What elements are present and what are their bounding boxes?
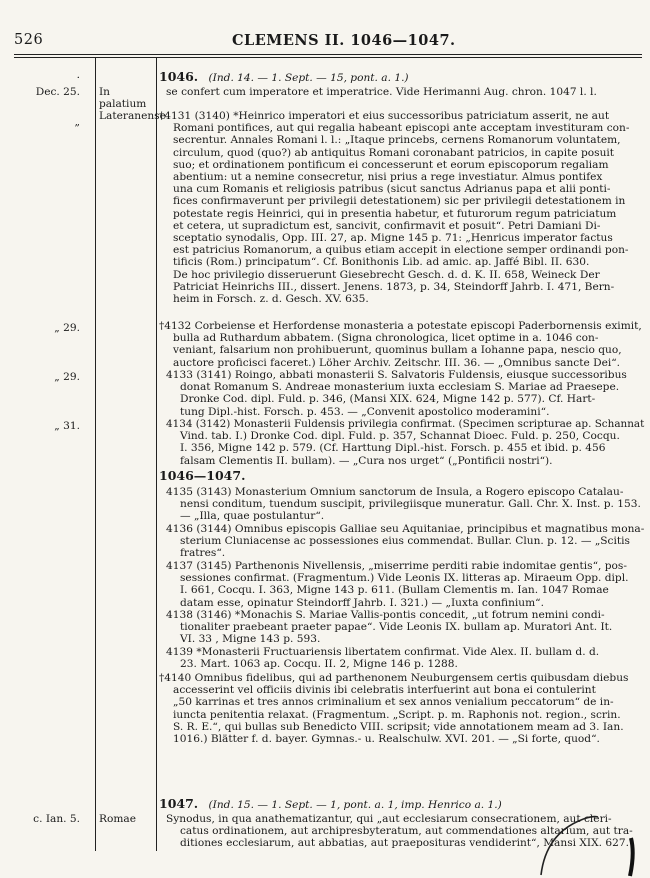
section-year: 1047.: [159, 796, 199, 811]
entry-line: 4133 (3141) Roingo, abbati monasterii S. Salvatoris Fuldensis, eiusque successoribus: [166, 369, 627, 381]
section-note: (Ind. 15. — 1. Sept. — 1, pont. a. 1, imp. Henrico a. 1.): [208, 799, 502, 811]
entry-line: Patriciat Heinrichs III., dissert. Jenens. 1873, p. 34, Steindorff Jahrb. I. 471, Bern-: [173, 280, 615, 293]
entry-line: accesserint vel officiis divinis ibi celebratis interfuerint aut bona ei contulerint: [173, 684, 596, 697]
entry-line: 1016.) Blätter f. d. bayer. Gymnas.- u. Realschulw. XVI. 201. — „Si forte, quod“.: [173, 733, 600, 746]
entry-line: „50 karrinas et tres annos criminalium et sex annos venialium peccatorum“ de in-: [173, 696, 614, 709]
entry-line: 4139 *Monasterii Fructuariensis libertatem confirmat. Vide Alex. II. bullam d. d.: [166, 646, 600, 658]
entry-line: fratres“.: [180, 547, 226, 560]
entry-line: tificis (Rom.) principatum“. Cf. Bonithonis Lib. ad amic. ap. Jaffé Bibl. II. 630.: [173, 256, 590, 269]
margin-date: c. Ian. 5.: [33, 813, 80, 825]
regest-entry: [166, 369, 627, 418]
regest-entry: [166, 560, 628, 609]
section-heading: [159, 468, 245, 483]
margin-date: ·: [76, 72, 80, 84]
entry-line: nensi conditum, tuendum suscipit, privilegiisque muneratur. Gall. Chr. X. Inst. p. 153.: [180, 498, 641, 511]
margin-date: „: [74, 116, 80, 128]
entry-line: ditiones ecclesiarum, aut abbatias, aut praeposituras vendiderint“, Mansi XIX. 627.: [180, 837, 629, 850]
entry-line: 4134 (3142) Monasterii Fuldensis privilegia confirmat. (Specimen scripturae ap. Schannat: [166, 418, 645, 430]
entry-line: sessiones confirmat. (Fragmentum.) Vide Leonis IX. litteras ap. Miraeum Opp. dipl.: [180, 572, 629, 585]
margin-date: „ 29.: [54, 371, 80, 383]
entry-line: sceptatio synodalis, Opp. III. 27, ap. Migne 145 p. 71: „Henricus imperator factus: [173, 232, 613, 245]
entry-line: una cum Romanis et religiosis patribus (sicut sanctus Adrianus papa et alii ponti-: [173, 183, 611, 196]
regest-entry: [159, 110, 629, 305]
margin-date: Dec. 25.: [35, 86, 80, 98]
regest-entry: [166, 418, 644, 467]
entry-line: potestate regis Heinrici, qui in presentia habetur, et futurorum regum patriciatum: [173, 207, 617, 220]
regest-number: †4131 (3140): [159, 110, 230, 122]
entry-line: veniant, falsarium non prohibuerunt, quominus bullam a Iohanne papa, nescio quo,: [173, 344, 622, 357]
entry-line: heim in Forsch. z. d. Gesch. XV. 635.: [173, 293, 369, 306]
entry-line: suo; et ordinationem pontificum ei concesserunt et eorum episcoporum regaliam: [173, 158, 609, 171]
page-title: CLEMENS II. 1046—1047.: [232, 32, 456, 49]
entry-line: falsam Clementis II. bullam). — „Cura nos urget“ („Pontificii nostri“).: [180, 454, 553, 467]
regest-number: 4134 (3142): [166, 418, 231, 430]
regest-entry: [166, 609, 612, 646]
regest-entry: [166, 646, 599, 670]
entry-line: I. 661, Cocqu. I. 363, Migne 143 p. 611. (Bullam Clementis m. Ian. 1047 Romae: [180, 584, 609, 597]
regest-number: †4132: [159, 320, 192, 332]
entry-line: Vind. tab. I.) Dronke Cod. dipl. Fuld. p. 357, Schannat Dioec. Fuld. p. 250, Cocqu.: [180, 430, 620, 443]
margin-place: Romae: [99, 813, 136, 825]
regest-entry: [166, 523, 644, 560]
entry-line: se confert cum imperatore et imperatrice. Vide Herimanni Aug. chron. 1047 l. l.: [166, 86, 597, 98]
margin-date: „ 29.: [54, 322, 80, 334]
section-heading: [159, 69, 409, 84]
header-rule-thin: [14, 57, 642, 58]
entry-line: iuncta penitentia relaxat. (Fragmentum. „Script. p. m. Raphonis not. region., scrin.: [173, 708, 621, 721]
entry-line: Romani pontifices, aut qui regalia habeant episcopi ante acceptam investituram con-: [173, 122, 630, 135]
section-year: 1046.: [159, 69, 199, 84]
regest-entry: [159, 672, 628, 745]
regest-number: 4135 (3143): [166, 486, 232, 498]
section-year: 1046—1047.: [159, 468, 246, 483]
entry-line: Dronke Cod. dipl. Fuld. p. 346, (Mansi XIX. 624, Migne 142 p. 577). Cf. Hart-: [180, 393, 596, 406]
entry-line: secrentur. Annales Romani l. l.: „Itaque princebs, cernens Romanorum voluntatem,: [173, 134, 621, 147]
entry-line: circulum, quod (quo?) ab antiquitus Romani coronabant patricios, in capite posuit: [173, 146, 615, 159]
entry-line: †4132 Corbeiense et Herfordense monasteria a potestate episcopi Paderbornensis eximit,: [159, 320, 642, 332]
margin-place: In palatium Lateranense: [99, 86, 166, 123]
section-note: (Ind. 14. — 1. Sept. — 15, pont. a. 1.): [208, 72, 409, 84]
entry-line: sterium Cluniacense ac possessiones eius commendat. Bullar. Clun. p. 12. — „Scitis: [180, 535, 630, 548]
regest-number: 4139: [166, 646, 193, 658]
entry-line: donat Romanum S. Andreae monasterium iuxta ecclesiam S. Mariae ad Praesepe.: [180, 381, 620, 394]
entry-line: †4140 Omnibus fidelibus, qui ad parthenonem Neuburgensem certis quibusdam diebus: [159, 672, 629, 684]
entry-line: S. R. E.“, qui bullas sub Benedicto VIII. scripsit; vide annotationem meam ad 3. Ian.: [173, 720, 624, 733]
entry-line: fices confirmaverunt per privilegii detestationem) sic per privilegii detestationem in: [173, 195, 626, 208]
entry-line: De hoc privilegio disseruerunt Giesebrecht Gesch. d. d. K. II. 658, Weineck Der: [173, 268, 600, 281]
entry-line: 4138 (3146) *Monachis S. Mariae Vallis-pontis concedit, „ut fotrum nemini condi-: [166, 609, 605, 621]
entry-line: catus ordinationem, aut archipresbyteratum, aut commendationes altarium, aut tra-: [180, 825, 633, 838]
regest-entry: [166, 486, 641, 523]
regest-entry: [159, 320, 642, 369]
entry-line: bulla ad Ruthardum abbatem. (Signa chronologica, licet optime in a. 1046 con-: [173, 332, 599, 345]
column-divider-date: [95, 58, 96, 851]
regest-number: 4133 (3141): [166, 369, 232, 381]
entry-line: I. 356, Migne 142 p. 579. (Cf. Harttung Dipl.-hist. Forsch. p. 455 et ibid. p. 456: [180, 442, 606, 455]
entry-line: VI. 33 , Migne 143 p. 593.: [180, 633, 321, 646]
entry-line: tionaliter praebeant praeter papae“. Vide Leonis IX. bullam ap. Muratori Ant. It.: [180, 621, 613, 634]
entry-line: 23. Mart. 1063 ap. Cocqu. II. 2, Migne 146 p. 1288.: [180, 658, 458, 671]
margin-date: „ 31.: [54, 420, 80, 432]
entry-line: tung Dipl.-hist. Forsch. p. 453. — „Convenit apostolico moderamini“.: [180, 405, 550, 418]
entry-line: 4137 (3145) Parthenonis Nivellensis, „miserrime perditi rabie indomitae gentis“, pos-: [166, 560, 627, 572]
entry-line: 4135 (3143) Monasterium Omnium sanctorum de Insula, a Rogero episcopo Catalau-: [166, 486, 624, 498]
regest-number: 4136 (3144): [166, 523, 232, 535]
regest-number: †4140: [159, 672, 192, 684]
entry-line: Synodus, in qua anathematizantur, qui „aut ecclesiarum consecrationem, aut cleri-: [166, 813, 612, 825]
page-number: 526: [14, 32, 44, 48]
section-heading: [159, 796, 502, 811]
entry-line: et cetera, ut supradictum est, sancivit, confirmavit et posuit“. Petri Damiani Di-: [173, 219, 601, 232]
entry-text: [166, 86, 597, 98]
entry-line: †4131 (3140) *Heinrico imperatori et eius successoribus patriciatum asserit, ne aut: [159, 110, 610, 122]
regest-number: 4138 (3146): [166, 609, 232, 621]
ink-mark-icon: [496, 790, 646, 878]
header-rule: [14, 54, 642, 55]
entry-line: 4136 (3144) Omnibus episcopis Galliae seu Aquitaniae, principibus et magnatibus mona-: [166, 523, 645, 535]
entry-line: est patricius Romanorum, a quibus etiam accepit in electione semper ordinandi pon-: [173, 244, 629, 257]
entry-line: — „Illa, quae postulantur“.: [180, 510, 325, 523]
entry-line: auctore proficisci faceret.) Löher Archiv. Zeitschr. III. 36. — „Omnibus sancte Dei“.: [173, 356, 621, 369]
column-divider-place: [156, 58, 157, 851]
entry-line: datam esse, opinatur Steindorff Jahrb. I. 321.) — „Iuxta confinium“.: [180, 596, 544, 609]
entry-line: abentium: ut a nemine consecretur, nisi prius a rege investiatur. Almus pontifex: [173, 171, 603, 184]
regest-number: 4137 (3145): [166, 560, 232, 572]
